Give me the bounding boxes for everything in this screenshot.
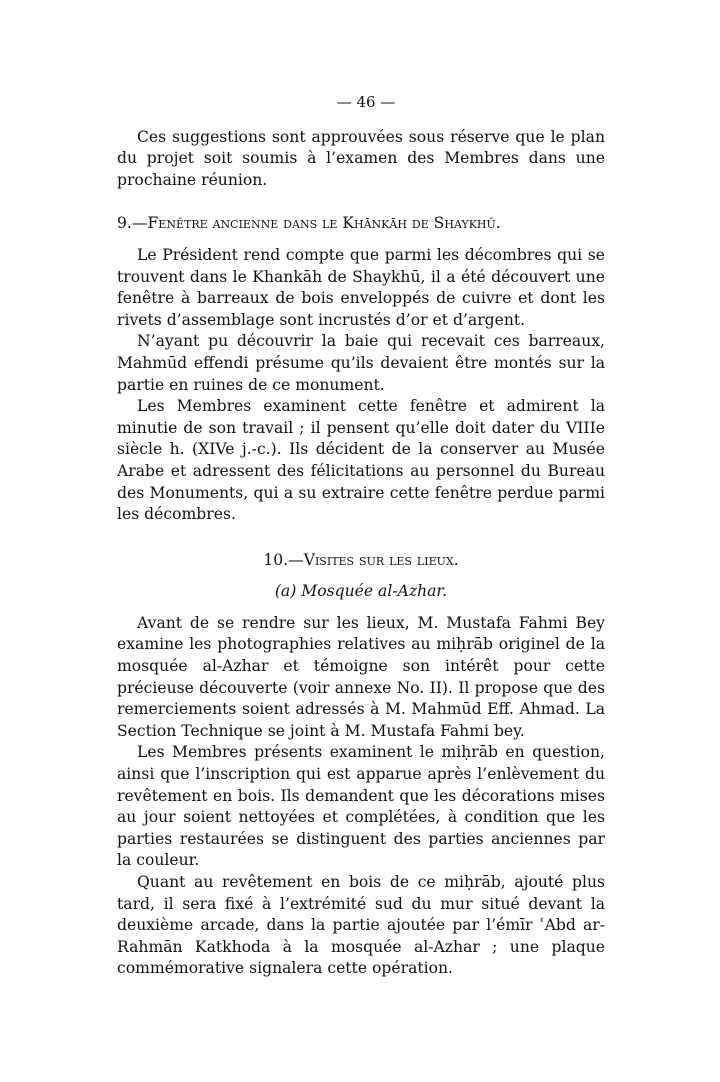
section-9-paragraph-3: Les Membres examinent cette fenêtre et admirent la minutie de son travail ; il pensent qu’elle doit dater du VIIIe siècle h. (XIVe j.-c.). Ils décident de la conserver au Musée Arabe et adressent des félicitations au personnel du Bureau des Monuments, qui a su extraire cette fenêtre perdue parmi les décombres. <box>117 397 605 524</box>
document-page <box>117 92 605 980</box>
section-10-paragraph-2: Les Membres présents examinent le miḥrāb en question, ainsi que l’inscription qui est apparue après l’enlèvement du revêtement en bois. Ils demandent que les décorations mises au jour soient nettoyées et complétées, à condition que les parties restaurées se distinguent des parties anciennes par la couleur. <box>117 743 605 870</box>
section-10-subheading: (a) Mosquée al-Azhar. <box>274 582 448 601</box>
section-10-paragraph-1: Avant de se rendre sur les lieux, M. Mustafa Fahmi Bey examine les photographies relatives au miḥrāb originel de la mosquée al-Azhar et témoigne son intérêt pour cette précieuse découverte (voir annexe No. II). Il propose que des remerciements soient adressés à M. Mahmūd Eff. Ahmad. La Section Technique se joint à M. Mustafa Fahmi bey. <box>117 613 605 740</box>
section-9-paragraph-2: N’ayant pu découvrir la baie qui recevait ces barreaux, Mahmūd effendi présume qu’ils devaient être montés sur la partie en ruines de ce monument. <box>117 332 605 394</box>
section-10-paragraph-3: Quant au revêtement en bois de ce miḥrāb, ajouté plus tard, il sera fixé à l’extrémité sud du mur situé devant la deuxième arcade, dans la partie ajoutée par l’émīr ʿAbd ar-Rahmān Katkhoda à la mosquée al-Azhar ; une plaque commémorative signalera cette opération. <box>117 873 605 978</box>
section-10-heading: 10.—Visites sur les lieux. <box>263 550 459 569</box>
page-number: — 46 — <box>336 93 396 111</box>
section-9-paragraph-1: Le Président rend compte que parmi les décombres qui se trouvent dans le Khankāh de Shaykhū, il a été découvert une fenêtre à barreaux de bois enveloppés de cuivre et dont les rivets d’assemblage sont incrustés d’or et d’argent. <box>117 245 605 329</box>
section-9-heading: 9.—Fenêtre ancienne dans le Khānkāh de Shaykhū. <box>117 214 501 233</box>
intro-paragraph: Ces suggestions sont approuvées sous réserve que le plan du projet soit soumis à l’examen des Membres dans une prochaine réunion. <box>117 127 605 189</box>
